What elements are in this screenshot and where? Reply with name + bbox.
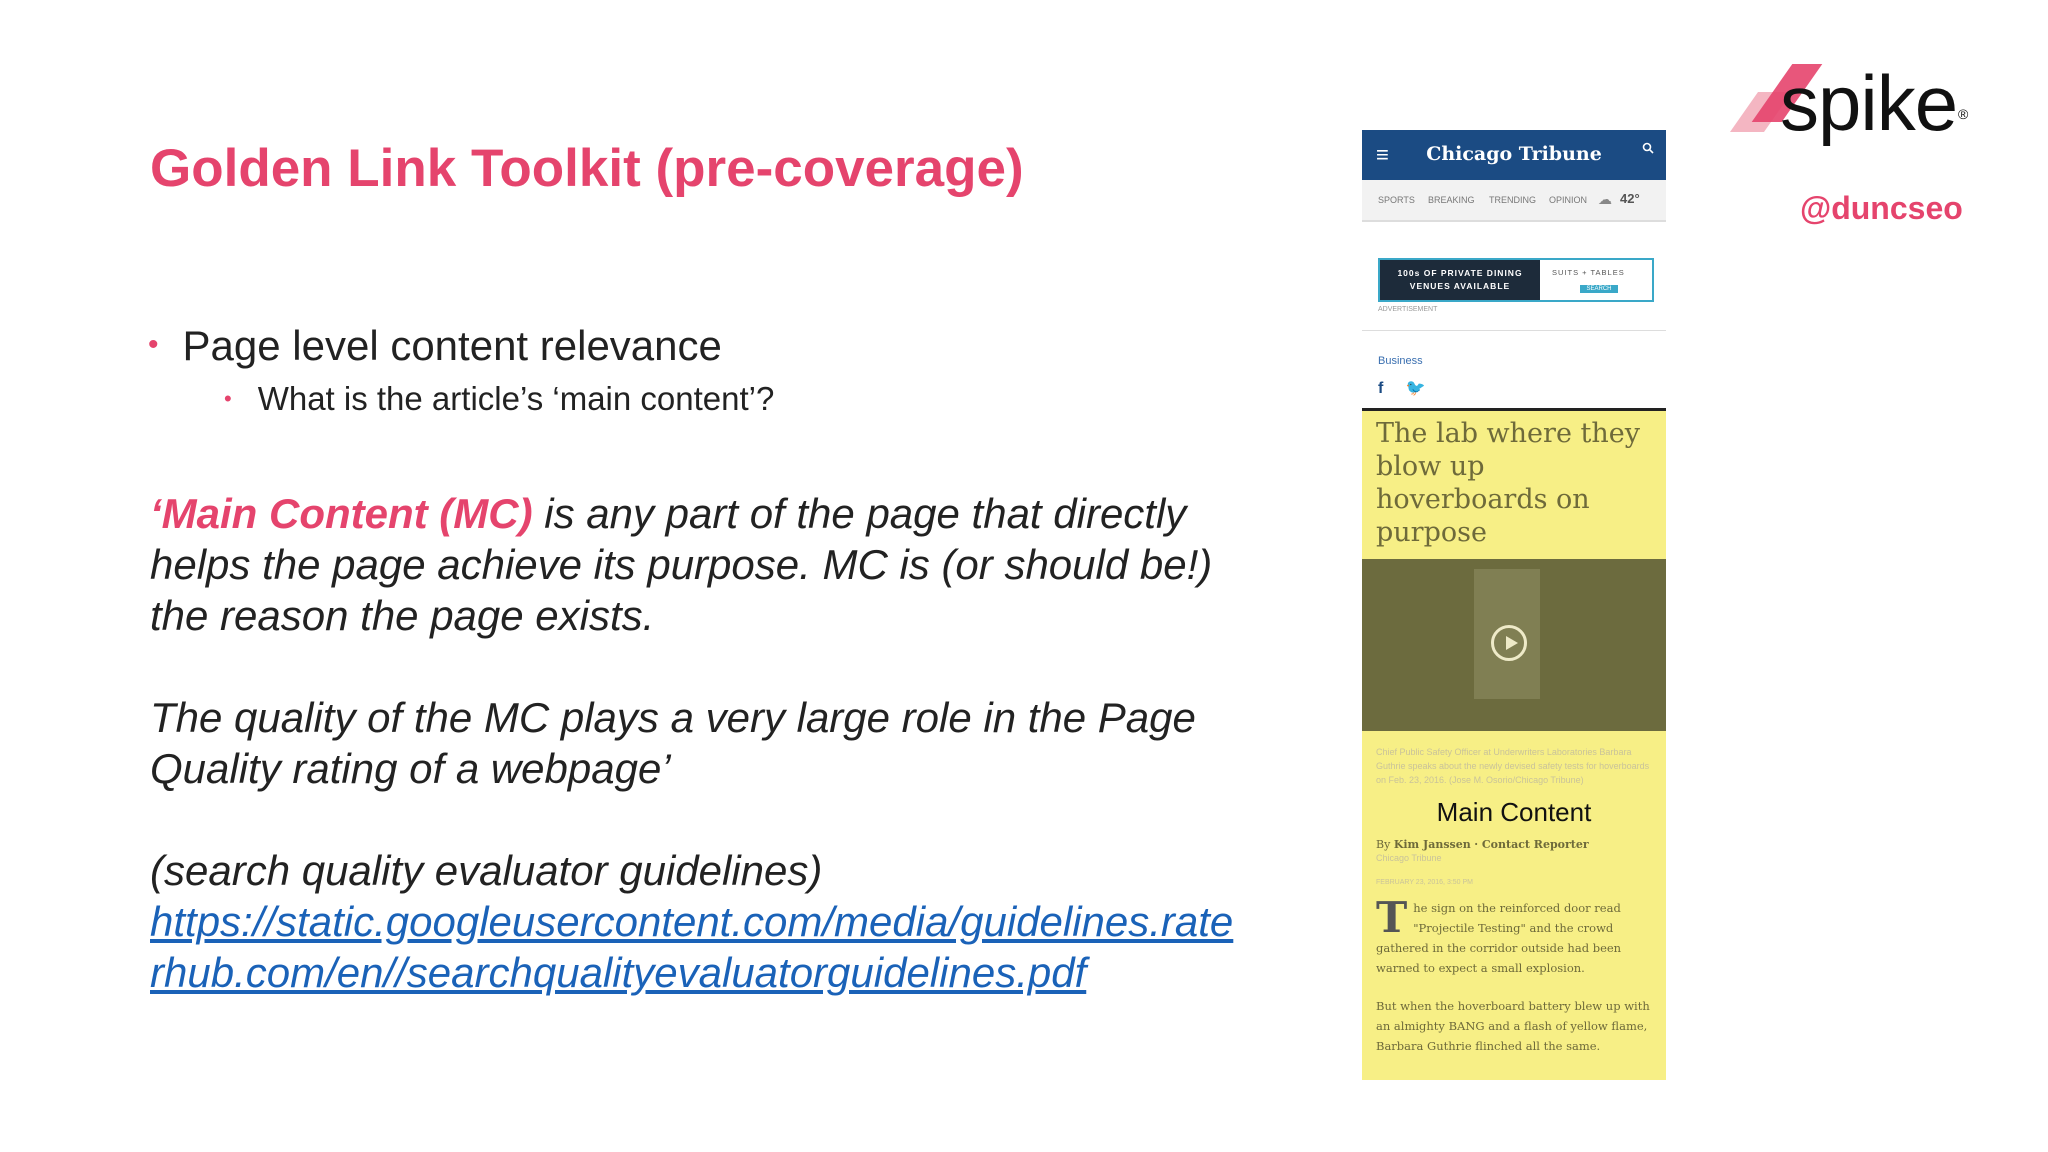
hamburger-menu-icon: ≡ <box>1376 142 1389 167</box>
article-video <box>1362 559 1666 731</box>
quote-line1-rest: is any part of the page that directly helps the page achieve its purpose. MC is (or should be!) the reason the page exists. <box>150 490 1213 639</box>
registered-mark: ® <box>1958 106 1969 122</box>
author-role: · Contact Reporter <box>1474 838 1589 851</box>
bullet-level2 <box>224 380 774 418</box>
guidelines-link-line1[interactable]: https://static.googleusercontent.com/media/guidelines.rate <box>150 898 1234 945</box>
quote-source: (search quality evaluator guidelines) <box>150 847 823 894</box>
article-headline: The lab where they blow up hoverboards on purpose <box>1376 418 1640 548</box>
tribune-header-bar <box>1362 130 1666 180</box>
bullet-dot: • <box>224 386 232 411</box>
article-outlet: Chicago Tribune <box>1376 853 1442 863</box>
guidelines-quote <box>150 488 1270 998</box>
search-icon <box>1642 142 1654 154</box>
bullet-level1-text: Page level content relevance <box>182 322 722 369</box>
main-content-highlight <box>1362 408 1666 1080</box>
drop-cap: T <box>1376 893 1408 942</box>
twitter-icon: 🐦 <box>1405 380 1426 397</box>
facebook-icon: f <box>1378 380 1384 397</box>
main-content-label: Main Content <box>1436 797 1592 827</box>
bullet-dot: • <box>148 328 159 361</box>
play-icon <box>1491 625 1527 661</box>
article-paragraph-2: But when the hoverboard battery blew up with an almighty BANG and a flash of yellow flame, Barbara Guthrie flinched all the same. <box>1376 999 1650 1053</box>
ad-right-text: SUITS + TABLES <box>1552 268 1625 277</box>
article-byline: By Kim Janssen · Contact Reporter <box>1376 838 1589 851</box>
twitter-handle: @duncseo <box>1800 190 1963 226</box>
weather-icon: ☁ <box>1598 191 1612 207</box>
nav-item-trending: TRENDING <box>1489 195 1536 205</box>
guidelines-link[interactable] <box>150 896 1270 998</box>
author-name: Kim Janssen <box>1393 838 1471 851</box>
nav-item-breaking: BREAKING <box>1428 195 1475 205</box>
quote-para2: The quality of the MC plays a very large role in the Page Quality rating of a webpage’ <box>150 694 1196 792</box>
logo-wordmark: spike <box>1780 59 1958 147</box>
article-paragraph-1: The sign on the reinforced door read "Projectile Testing" and the crowd gathered in the corridor outside had been warned to expect a small explosion. <box>1376 893 1622 975</box>
spike-logo <box>1740 59 1970 172</box>
social-icons <box>1378 378 1426 398</box>
article-date: FEBRUARY 23, 2016, 3:50 PM <box>1376 879 1474 886</box>
temperature: 42° <box>1620 191 1640 206</box>
bullet-level1 <box>148 322 722 370</box>
slide-title: Golden Link Toolkit (pre-coverage) <box>150 139 1024 198</box>
mc-term: ‘Main Content (MC) <box>150 490 533 537</box>
tribune-brand: Chicago Tribune <box>1426 143 1602 165</box>
tribune-nav <box>1362 180 1666 222</box>
nav-item-sports: SPORTS <box>1378 195 1415 205</box>
section-label: Business <box>1378 355 1423 367</box>
nav-item-opinion: OPINION <box>1549 195 1588 205</box>
bullet-level2-text: What is the article’s ‘main content’? <box>257 380 775 417</box>
chicago-tribune-mobile-screenshot <box>1362 130 1666 1080</box>
ad-label: ADVERTISEMENT <box>1378 306 1438 313</box>
video-caption: Chief Public Safety Officer at Underwriters Laboratories Barbara Guthrie speaks about the newly devised safety tests for hoverboards on Feb. 23, 2016. (Jose M. Osorio/Chicago Tribune) <box>1376 747 1650 785</box>
ad-button: SEARCH <box>1580 285 1618 293</box>
guidelines-link-line2[interactable]: rhub.com/en//searchqualityevaluatorguidelines.pdf <box>150 949 1087 996</box>
quote-para1 <box>150 488 1270 641</box>
ad-left-text: 100s OF PRIVATE DINING VENUES AVAILABLE <box>1380 260 1540 300</box>
advertisement-banner <box>1378 258 1654 302</box>
divider <box>1362 330 1666 331</box>
